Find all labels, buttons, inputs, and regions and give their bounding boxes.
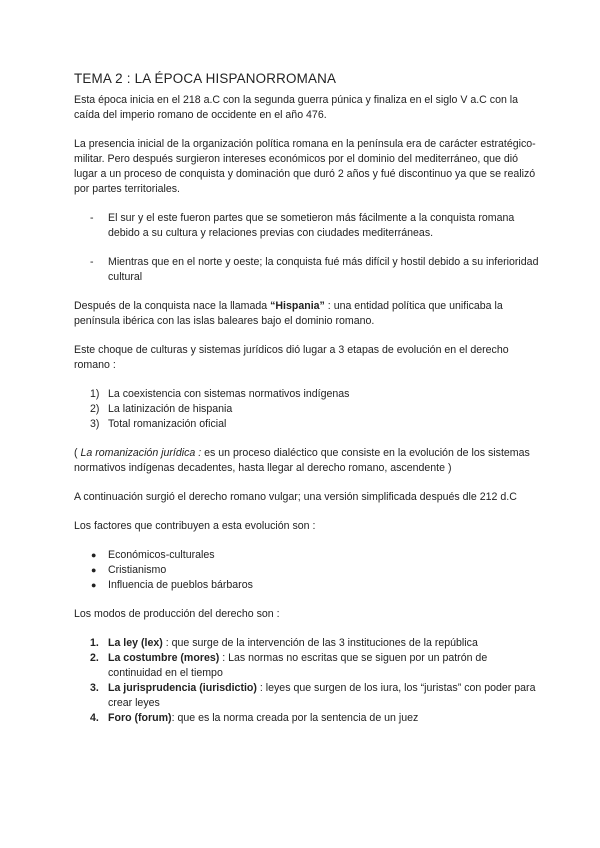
stages-list bbox=[74, 387, 544, 432]
stage-text: Total romanización oficial bbox=[108, 418, 227, 430]
dash-list-item bbox=[74, 211, 544, 241]
modo-term: La jurisprudencia (iurisdictio) bbox=[108, 682, 257, 694]
presence-paragraph: La presencia inicial de la organización política romana en la península era de carácter estratégico-militar. Pero después surgieron intereses económicos por el dominio del mediterráneo, que dió lugar a un proceso de conquista y dominación que duró 2 años y fué discontinuo ya que se realizó por partes territoriales. bbox=[74, 138, 536, 195]
romanizacion-rest: es un proceso dialéctico que consiste en la evolución de los sistemas normativos indígenas decadentes, hasta llegar al derecho romano, ascendente ) bbox=[74, 447, 530, 474]
dash-mark: - bbox=[90, 212, 94, 224]
stage-text: La latinización de hispania bbox=[108, 403, 233, 415]
modo-number: 3. bbox=[90, 682, 99, 694]
intro-paragraph: Esta época inicia en el 218 a.C con la segunda guerra púnica y finaliza en el siglo V a.C con la caída del imperio romano de occidente en el año 476. bbox=[74, 94, 519, 121]
modo-term: La costumbre (mores) bbox=[108, 652, 220, 664]
stage-number: 3) bbox=[90, 418, 100, 430]
factores-intro: Los factores que contribuyen a esta evolución son : bbox=[74, 520, 316, 532]
dash-item-text: Mientras que en el norte y oeste; la conquista fué más difícil y hostil debido a su inferioridad cultural bbox=[108, 256, 539, 283]
modo-item bbox=[74, 681, 544, 711]
stage-text: La coexistencia con sistemas normativos indígenas bbox=[108, 388, 350, 400]
modos-intro: Los modos de producción del derecho son : bbox=[74, 608, 280, 620]
modo-term: Foro (forum) bbox=[108, 712, 172, 724]
document-body bbox=[74, 70, 544, 726]
dash-list bbox=[74, 211, 544, 285]
modo-text: : leyes que surgen de los iura, los “juristas” con poder para crear leyes bbox=[108, 682, 536, 709]
stage-item bbox=[74, 387, 544, 402]
modo-term: La ley (lex) bbox=[108, 637, 163, 649]
hispania-term: “Hispania” bbox=[270, 300, 325, 312]
bullet-icon: ● bbox=[91, 565, 97, 575]
romanizacion-open: ( bbox=[74, 447, 81, 459]
hispania-paragraph bbox=[74, 299, 544, 329]
romanizacion-term: La romanización jurídica : bbox=[80, 447, 202, 459]
bullet-icon: ● bbox=[91, 550, 97, 560]
stage-number: 2) bbox=[90, 403, 100, 415]
factor-item bbox=[74, 563, 544, 578]
dash-item-text: El sur y el este fueron partes que se sometieron más fácilmente a la conquista romana debido a su cultura y relaciones previas con ciudades mediterráneas. bbox=[108, 212, 515, 239]
page-title: TEMA 2 : LA ÉPOCA HISPANORROMANA bbox=[74, 71, 337, 86]
dash-mark: - bbox=[90, 256, 94, 268]
modo-number: 4. bbox=[90, 712, 99, 724]
modo-item bbox=[74, 636, 544, 651]
modo-item bbox=[74, 711, 544, 726]
stage-number: 1) bbox=[90, 388, 100, 400]
hispania-after: : una entidad política que unificaba la península ibérica con las islas baleares bajo el dominio romano. bbox=[74, 300, 503, 327]
modo-text: : Las normas no escritas que se siguen por un patrón de continuidad en el tiempo bbox=[108, 652, 488, 679]
hispania-before: Después de la conquista nace la llamada bbox=[74, 300, 271, 312]
bullet-icon: ● bbox=[91, 580, 97, 590]
stage-item bbox=[74, 417, 544, 432]
choque-paragraph: Este choque de culturas y sistemas jurídicos dió lugar a 3 etapas de evolución en el derecho romano : bbox=[74, 344, 509, 371]
factor-item bbox=[74, 578, 544, 593]
dash-list-item bbox=[74, 255, 544, 285]
modos-list bbox=[74, 636, 544, 726]
factor-text: Cristianismo bbox=[108, 564, 167, 576]
romanizacion-paragraph bbox=[74, 446, 544, 476]
stage-item bbox=[74, 402, 544, 417]
modo-text: : que es la norma creada por la sentencia de un juez bbox=[171, 712, 419, 724]
modo-number: 1. bbox=[90, 637, 99, 649]
factor-item bbox=[74, 548, 544, 563]
modo-item bbox=[74, 651, 544, 681]
modo-text: : que surge de la intervención de las 3 instituciones de la república bbox=[162, 637, 478, 649]
factor-text: Económicos-culturales bbox=[108, 549, 215, 561]
vulgar-paragraph: A continuación surgió el derecho romano vulgar; una versión simplificada después dle 212 d.C bbox=[74, 491, 517, 503]
factor-text: Influencia de pueblos bárbaros bbox=[108, 579, 253, 591]
factores-list bbox=[74, 548, 544, 593]
modo-number: 2. bbox=[90, 652, 99, 664]
